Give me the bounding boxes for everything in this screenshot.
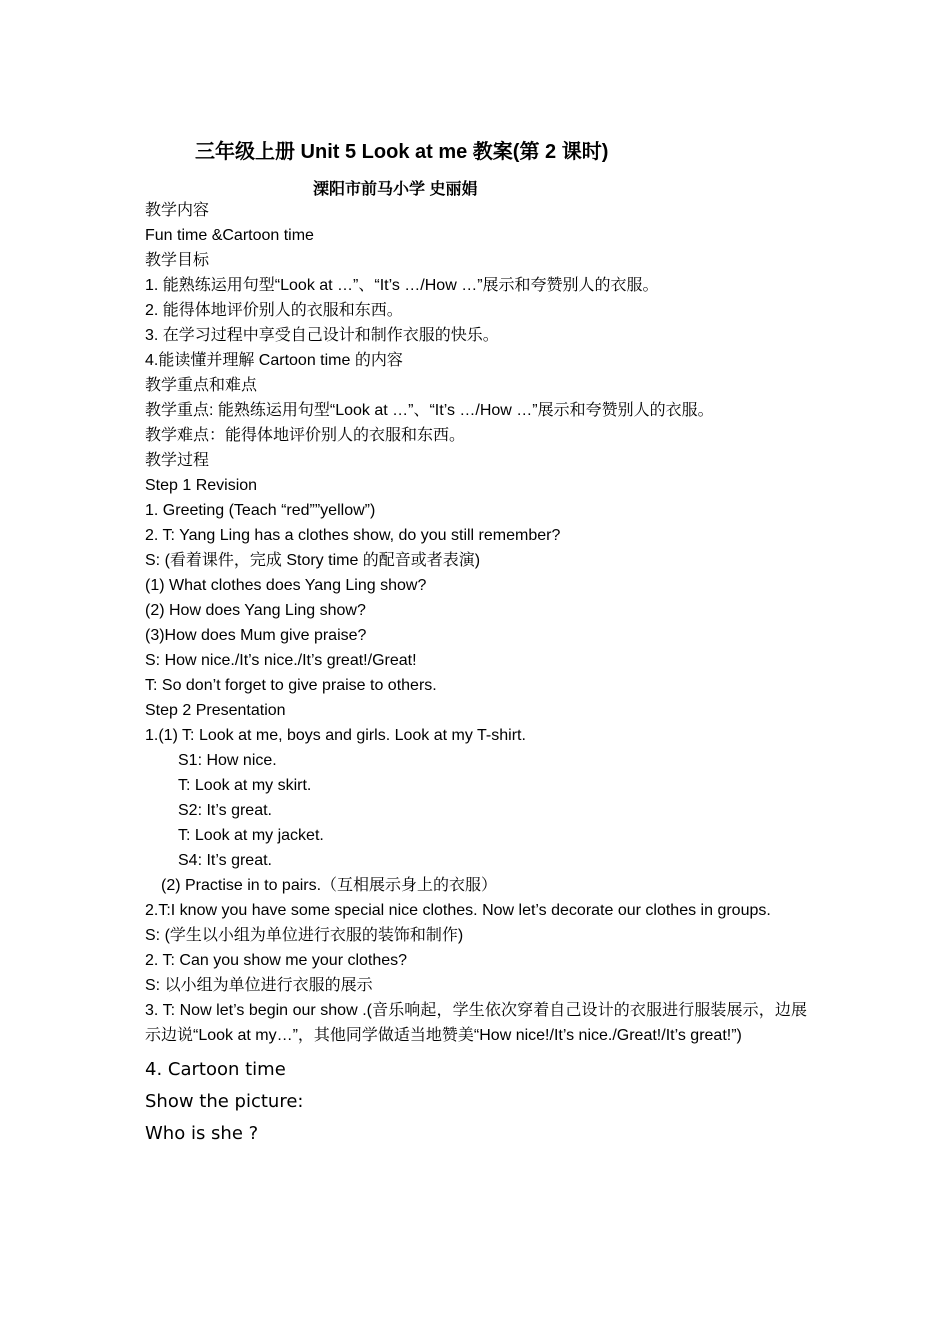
paragraph: 2.T:I know you have some special nice clothes. Now let’s decorate our clothes in groups.: [145, 902, 771, 919]
document-body: [145, 198, 807, 1150]
list-item: (2) Practise in to pairs.（互相展示身上的衣服）: [161, 877, 498, 894]
list-item: 2. 能得体地评价别人的衣服和东西。: [145, 302, 403, 319]
dialogue-line: S2: It’s great.: [178, 802, 272, 819]
document-title: 三年级上册 Unit 5 Look at me 教案(第 2 课时): [195, 141, 609, 163]
list-item: 1. 能熟练运用句型“Look at …”、“It’s …/How …”展示和夸赞别人的衣服。: [145, 277, 659, 294]
document-author: 溧阳市前马小学 史丽娟: [313, 181, 478, 198]
paragraph: S: (学生以小组为单位进行衣服的装饰和制作): [145, 927, 464, 944]
list-item: 2. T: Yang Ling has a clothes show, do you still remember?: [145, 527, 561, 544]
dialogue-line: T: Look at my skirt.: [178, 777, 312, 794]
list-item: 1. Greeting (Teach “red””yellow”): [145, 502, 376, 519]
paragraph: S: (看着课件，完成 Story time 的配音或者表演): [145, 552, 481, 569]
list-item: (3)How does Mum give praise?: [145, 627, 367, 644]
dialogue-line: S1: How nice.: [178, 752, 277, 769]
section-heading: 教学内容: [145, 202, 210, 219]
section-heading: 教学重点和难点: [145, 377, 258, 394]
paragraph: Fun time &Cartoon time: [145, 227, 314, 244]
dialogue-line: S4: It’s great.: [178, 852, 272, 869]
paragraph: S: 以小组为单位进行衣服的展示: [145, 977, 373, 994]
list-item: 1.(1) T: Look at me, boys and girls. Look at my T-shirt.: [145, 727, 526, 744]
list-item: 2. T: Can you show me your clothes?: [145, 952, 408, 969]
paragraph: Who is she ?: [145, 1123, 259, 1144]
list-item: (1) What clothes does Yang Ling show?: [145, 577, 427, 594]
paragraph: 教学重点: 能熟练运用句型“Look at …”、“It’s …/How …”展示和夸赞别人的衣服。: [145, 402, 714, 419]
paragraph: 3. T: Now let’s begin our show .(音乐响起，学生依次穿着自己设计的衣服进行服装展示，边展示边说“Look at my…”，其他同学做适当地赞美“How nice!/It’s nice./Great!/It’s great!”): [145, 1002, 807, 1044]
section-heading: 教学过程: [145, 452, 210, 469]
list-item: 4.能读懂并理解 Cartoon time 的内容: [145, 352, 403, 369]
list-item: 3. 在学习过程中享受自己设计和制作衣服的快乐。: [145, 327, 499, 344]
list-item: (2) How does Yang Ling show?: [145, 602, 366, 619]
paragraph: S: How nice./It’s nice./It’s great!/Great!: [145, 652, 417, 669]
step-heading: Step 2 Presentation: [145, 702, 286, 719]
dialogue-line: T: Look at my jacket.: [178, 827, 324, 844]
paragraph: Show the picture:: [145, 1091, 304, 1112]
section-heading: 教学目标: [145, 252, 210, 269]
paragraph: 教学难点：能得体地评价别人的衣服和东西。: [145, 427, 466, 444]
step-heading: Step 1 Revision: [145, 477, 258, 494]
paragraph: T: So don’t forget to give praise to others.: [145, 677, 437, 694]
cartoon-heading: 4. Cartoon time: [145, 1059, 286, 1080]
